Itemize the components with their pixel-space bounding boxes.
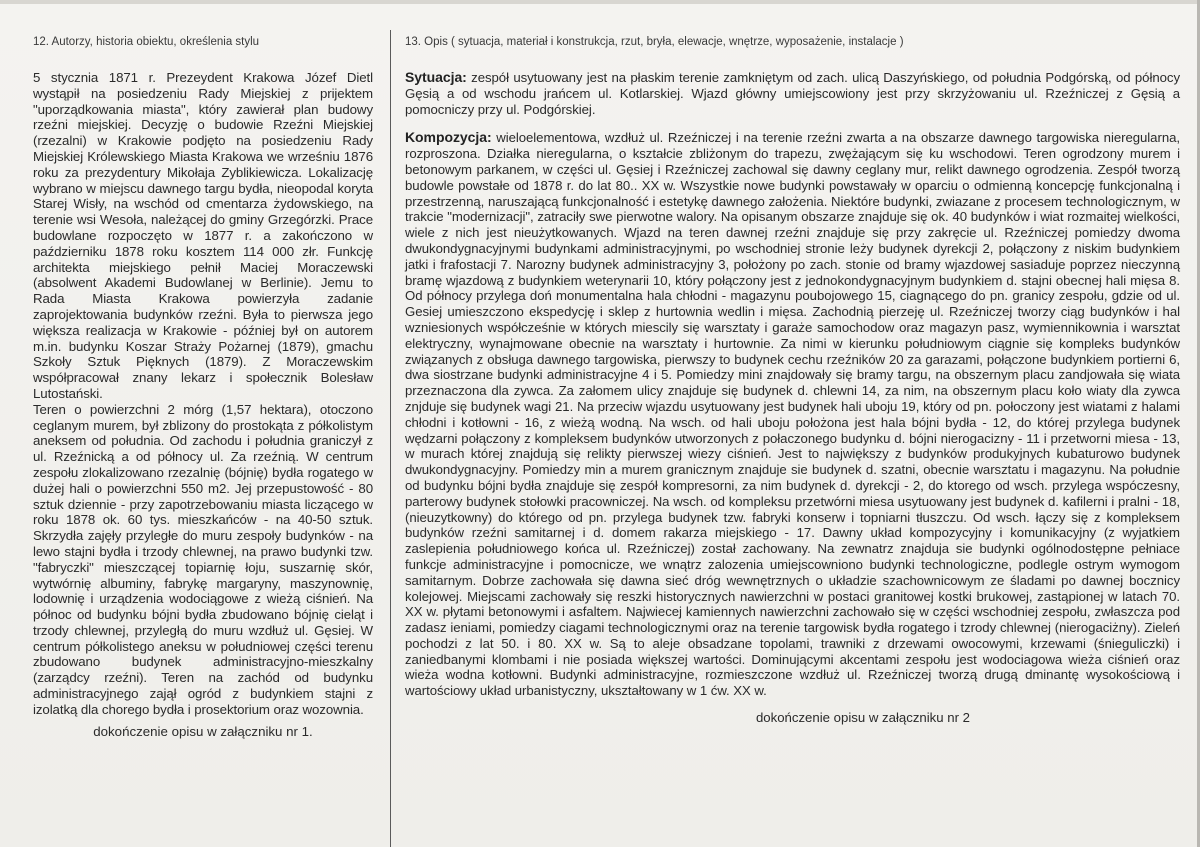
composition-paragraph [405,130,1180,699]
right-column [405,36,1180,725]
composition-label: Kompozycja: [405,129,492,146]
section-12-footer-note: dokończenie opisu w załączniku nr 1. [93,723,313,739]
left-column [33,36,373,739]
section-13-footer-row [405,710,1180,725]
top-edge [0,0,1200,4]
section-12-header: 12. Autorzy, historia obiektu, określenia stylu [33,36,260,48]
section-12-paragraph-1: 5 stycznia 1871 r. Prezeydent Krakowa Józef Dietl wystąpił na posiedzeniu Rady Miejskiej z prijektem "uporządkowania miasta", który zawierał plan budowy rzeźni miejskiej. Decyzję o budowie Rzeźni Miejskiej (rzezalni) w Krakowie podjęto na posiedzeniu Rady Miejskiej Królewskiego Miasta Krakowa we wrześniu 1876 roku za prezydentury Mikołaja Zyblikiewicza. Lokalizację wybrano w miejscu dawnego targu bydła, nieopodal koryta Starej Wisły, na wschód od cmentarza żydowskiego, na terenie wsi Wesoła, należącej do gminy Grzegórzki. Prace budowlane rozpoczęto w 1877 r. a zakończono w październiku 1878 roku kosztem 114 000 złr. Funkcję architekta miejskiego pełnił Maciej Moraczewski (absolwent Akademi Budowlanej w Berlinie). Jemu to Rada Miasta Krakowa powierzyła zadanie zaprojektowania budynków rzeźni. Była to pierwsza jego większa realizacja w Krakowie - później był on autorem m.in. budynku Koszar Straży Pożarnej (1879), gmachu Szkoły Sztuk Pięknych (1879). Z Moraczewskim współpracował znany lekarz i społecznik Bolesław Lutostański. [33,70,373,401]
section-13-header: 13. Opis ( sytuacja, materiał i konstrukcja, rzut, bryła, elewacje, wnętrze, wyposażenie, instalacje ) [405,36,904,48]
situation-text: zespół usytuowany jest na płaskim terenie zamkniętym od zach. ulicą Daszyńskiego, od południa Podgórską, od północy Gęsią a od wschodu jrańcem ul. Kotlarskiej. Wjazd główny umiejscowiony jest przy skrzyżowaniu ul. Rzeźniczej z Gęsią a pomocniczy przy ul. Podgórskiej. [405,70,1180,117]
column-divider [390,30,391,847]
section-12-paragraph-2: Teren o powierzchni 2 mórg (1,57 hektara), otoczono ceglanym murem, był zblizony do prostokąta z półkolistym aneksem od południa. Od zachodu i południa graniczył z ul. Rzeźnicką a od północy ul. Za rzeźnią. W centrum zespołu zlokalizowano rzezalnię (bójnię) bydła rogatego w dużej hali o powierzchni 550 m2. Jej przepustowość - 80 sztuk dziennie - przy zapotrzebowaniu miasta liczącego w roku 1878 ok. 60 tys. mieszkańców - na 40-50 sztuk. Skrzydła zajęły przyległe do muru zespoły budynków - na lewo stajni bydła i trzody chlewnej, na prawo budynki tzw. "fabryczki" mieszczącej topiarnię łoju, suszarnię skór, wytwórnię albuminy, fabrykę margaryny, maszynownię, lodownię i urządzenia wodociągowe z wieżą ciśnień. Na północ od budynku bójni bydła zbudowano bójnię cieląt i trzody chlewnej, przyległą do muru wzdłuż ul. Gęsiej. W centrum półkolistego aneksu w południowej części terenu zbudowano budynek administracyjno-mieszkalny (zarządcy rzeźni). Teren na zachód od budynku administracyjnego zajął ogród z budynkiem stajni z izolatką dla chorego bydła i prosektorium oraz wozownia. [33,401,373,717]
situation-label: Sytuacja: [405,69,467,85]
section-13-footer-note: dokończenie opisu w załączniku nr 2 [755,710,970,726]
section-12-body [33,70,373,718]
situation-paragraph [405,70,1180,117]
composition-text: wieloelementowa, wzdłuż ul. Rzeźniczej i na terenie rzeźni zwarta a na obszarze dawnego targowiska nieregularna, rozproszona. Działka nieregularna, o kształcie zbliżonym do trapezu, zwężającym się ku wschodowi. Teren ogrodzony murem i betonowym parkanem, w części ul. Gęsiej i Rzeźniczej zachowal się dawny ceglany mur, relikt dawnego ogrodzenia. Zespół tworzą budowle powstałe od 1878 r. do lat 80.. XX w. Wszystkie nowe budynki powstawały w oparciu o odmienną koncepcję funkcjonalną i przestrzenną, naruszającą funkcjonalność i estetykę dawnego założenia. Niektóre budynki, zwiazane z procesem technologicznym, w trakcie "modernizacji", zatraciły swe pierwotne walory. Na opisanym obszarze znajduje się ok. 40 budynków i wiat rozmaitej wielkości, wiele z nich jest nieużytkowanych. Wjazd na teren dawnej rzeźni znajduje się przy zakręcie ul. Rzeźniczej pomiedzy dwoma dwukondygnacyjnymi budynkami administracyjnymi, po wschodniej stronie leży budynek dyrekcji 2, połączony z niskim budynkiem jatki i frafostacji 7. Narozny budynek administracyjny 3, położony po zach. stonie od bramy wjazdowej sasiaduje poprzez nieczynną bramę wjazdową z budynkiem weterynarii 10, który połączony jest z jednokondygnacyjnym budynkiem d. stajni obecnej hali mięsa 8. Od północy przylega doń monumentalna hala chłodni - magazynu poubojowego 15, ciagnącego do pn. granicy zespołu, gdzie od ul. Gesiej umieszczono ekspedycję i sklep z hurtownia wedlin i mięsa. Zachodnią pierzeję ul. Rzeźniczej tworzy ciąg budynków i hal wzniesionych współcześnie w których miescily się warsztaty i garaże samochodow oraz magazyn pasz, wymiennikownia i warsztat elektryczny, wynajmowane obecnie na warsztaty i hurtownie. Za nimi w kierunku południowym ciągnie się kompleks budynków związanych z obsługa dawnego targowiska, pierwszy to budynek cechu rzeźników 20 za garazami, połączone budynkiem portierni 6, dwa siostrzane budynki administracyjne 4 i 5. Pomiedzy mini znajdowały się bramy targu, na obszernym placu zandjowała się wiata przeznaczona dla zywca. Za załomem ulicy znajduje się budynek d. chlewni 14, za nim, na obszernym placu koło wiaty dla zywca znjduje się budynek wagi 21. Na przeciw wjazdu usytuowany jest budynek hali uboju 19, który od pn. połoczony jest wiatami z halami chłodni i kotłowni - 16, z wieżą wodną. Na wsch. od hali uboju położona jest hala bójni bydła - 12, do której przylega budynek wędzarni połączony z kompleksem budynków utworzonych z połaczonego budynku d. bójni nierogacizny - 11 i przetworni miesa - 13, w murach której znajdują się relikty pierwszej wiezy ciśnień. Jest to największy z budynków produkyjnych kubaturowo budynek dwukondygnacyjny. Pomiedzy min a murem granicznym znajduje sie budynek d. szatni, obecnie warsztatu i magazynu. Na południe od budynku bójni bydła znajduje się zespół kompresorni, za nim budynek d. dyrekcji - 2, do ktorego od wsch. przylega wspóczesny, parterowy budynek stołowki pracowniczej. Na wsch. od kompleksu przetwórni miesa usytuowany jest budynek d. kafilerni i pralni - 18, (nieuzytkowny) do którego od pn. przylega budynek tzw. fabryki konserw i topniarni tłuszczu. Od wsch. łączy się z kompleksem budynków rzeźni samitarnej i d. domem rakarza miejskiego - 17. Dawny układ kompozycyjny i komunikacyjny (z wyjatkiem zaslepienia południowego końca ul. Rzeźniczej) został zachowany. Na zewnatrz znajduja sie budynki ogólnodostępne pełniace funkcje administracyjne i pomocnicze, we wnątrz zalozenia umiejscowniono budynki technologiczne, podlegle ostrym wymogom samitarnym. Dobrze zachowała się dawna sieć dróg wewnętrznych o układzie szachownicowym ze śladami po dawnej bocznicy kolejowej. Miejscami zachowały się reszki historycznych nawierzchni w postaci granitowej kostki brukowej, zastąpionej w latach 70. XX w. płytami betonowymi i asfaltem. Najwiecej kamiennych nawierzchni zachowało się w części wschodniej zespołu, zwłaszcza pod zadasz ieniami, pomiedzy ciagami technologicznymi oraz na terenie targowisk bydła rogatego i tzrody chlewnej (nierogaciżny). Zieleń pochodzi z lat 50. i 80. XX w. Są to aleje obsadzane topolami, trawniki z drzewami owocowymi, krzewami (śnieguliczki) i zaniedbanymi klombami i nie posiada większej wartości. Dominującymi akcentami zespołu jest wodociagowa wieża ciśnień oraz wieża wodna kotłowni. Budynki administracyjne, rozmieszczone wzdłuż ul. Rzeźniczej tworzą drugą dminantę wysokościową i wartościowy układ urbanistyczny, ukształtowany w 1 ćw. XX w. [405,130,1180,699]
